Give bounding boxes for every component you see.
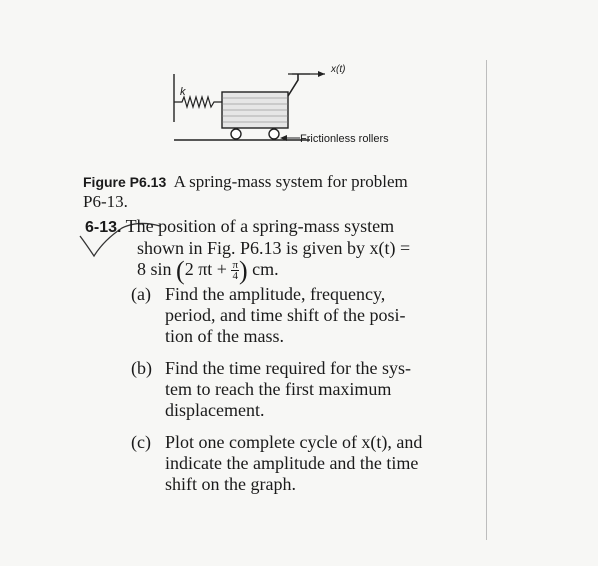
figure-number: Figure P6.13 xyxy=(83,174,167,190)
part-c-line-1: Plot one complete cycle of x(t), and xyxy=(165,432,423,453)
expr-close-paren: ) xyxy=(239,256,248,285)
problem-line-1: The position of a spring-mass system xyxy=(125,216,395,236)
part-a-line-1: Find the amplitude, frequency, xyxy=(165,284,386,305)
spring xyxy=(174,97,222,107)
expr-unit: cm. xyxy=(252,259,279,279)
part-b-line-3: displacement. xyxy=(165,400,265,421)
displacement-label: x(t) xyxy=(331,64,346,75)
caption-text-1: A spring-mass system for problem xyxy=(173,172,408,191)
wheel-left xyxy=(231,129,241,139)
part-a-line-3: tion of the mass. xyxy=(165,326,284,347)
wheel-right xyxy=(269,129,279,139)
part-b-line-1: Find the time required for the sys- xyxy=(165,358,411,379)
part-a-line-2: period, and time shift of the posi- xyxy=(165,305,406,326)
problem-number: 6-13. xyxy=(85,219,122,236)
expr-open-paren: ( xyxy=(176,256,185,285)
part-a xyxy=(85,284,485,347)
expr-inner: 2 πt + xyxy=(184,259,227,279)
part-c-line-3: shift on the graph. xyxy=(165,474,296,495)
expr-frac-bottom: 4 xyxy=(232,270,238,283)
problem-line-2: shown in Fig. P6.13 is given by x(t) = xyxy=(137,238,411,258)
part-b xyxy=(85,358,485,421)
expr-frac-top: π xyxy=(232,259,238,272)
position-expression xyxy=(85,256,485,285)
expr-coeff: 8 sin xyxy=(137,259,172,279)
displacement-arrowhead xyxy=(318,71,325,77)
part-c-line-2: indicate the amplitude and the time xyxy=(165,453,419,474)
spring-constant-label: k xyxy=(180,86,186,98)
part-a-label: (a) xyxy=(131,284,151,305)
part-b-line-2: tem to reach the first maximum xyxy=(165,379,392,400)
part-c-label: (c) xyxy=(131,432,151,453)
part-c xyxy=(85,432,485,495)
problem-6-13 xyxy=(85,216,485,495)
part-b-label: (b) xyxy=(131,358,152,379)
expr-fraction xyxy=(231,260,239,281)
rollers-label: Frictionless rollers xyxy=(300,133,389,145)
caption-text-2: P6-13. xyxy=(83,192,128,211)
figure-caption xyxy=(83,172,463,211)
page-margin-rule xyxy=(486,60,487,540)
cart-handle xyxy=(288,74,298,96)
